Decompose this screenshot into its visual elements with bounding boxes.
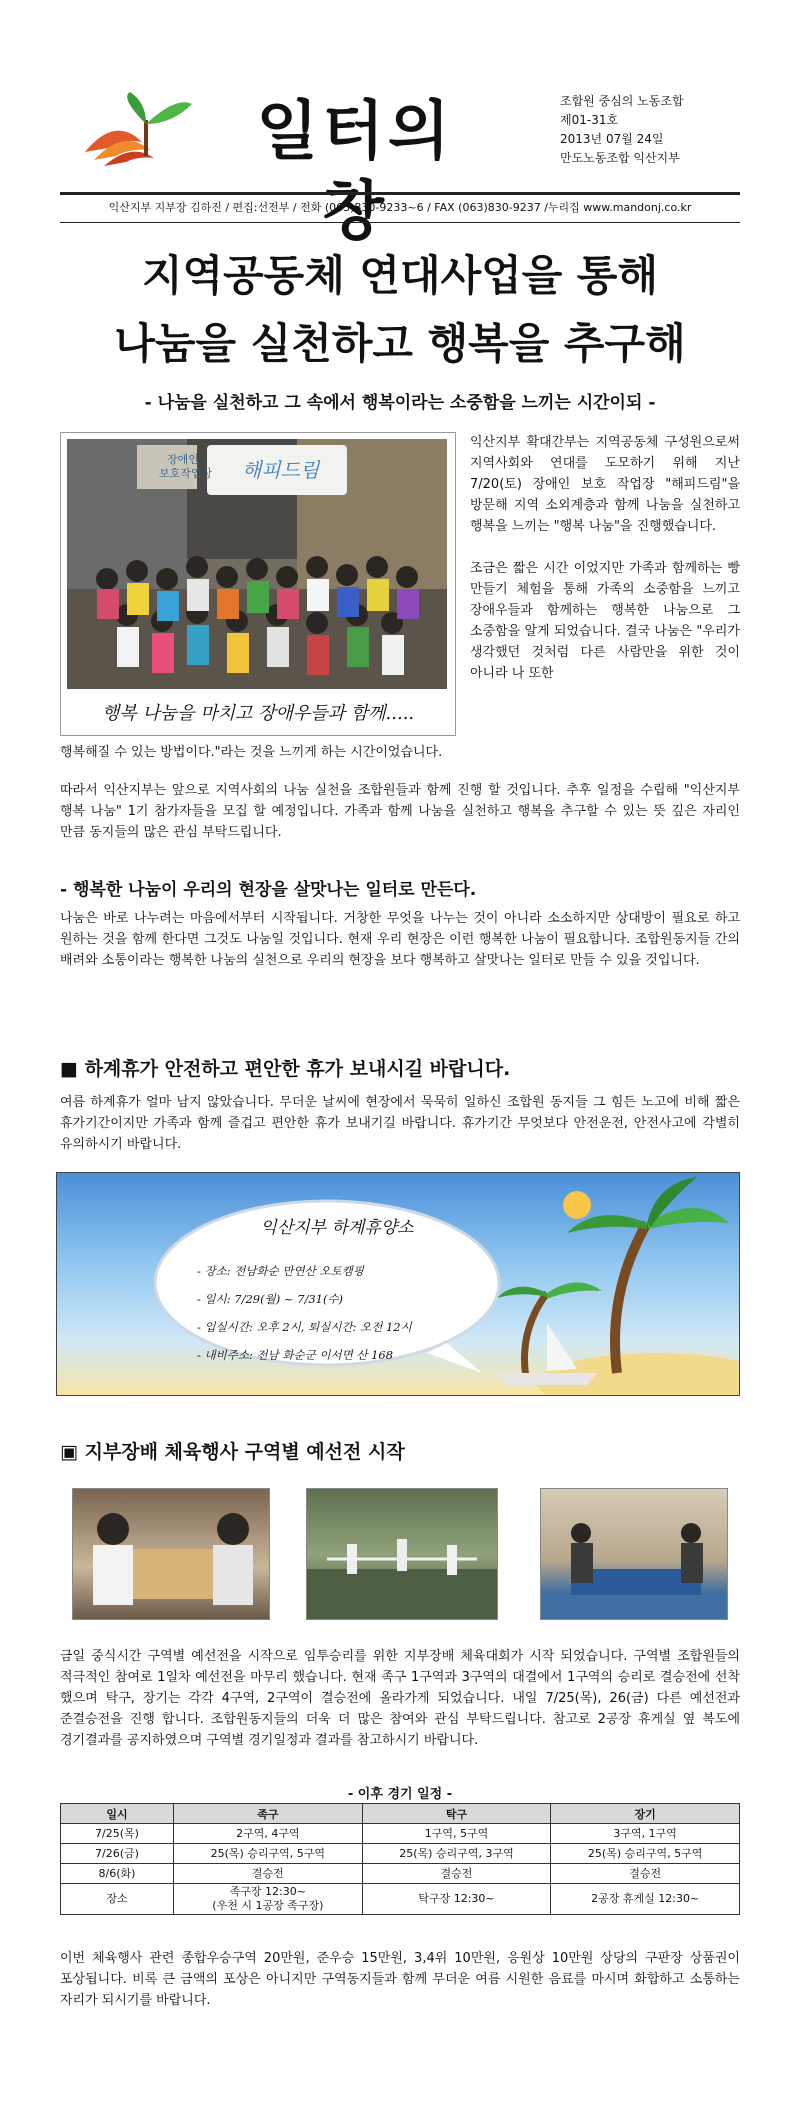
resort-title: 익산지부 하계휴양소 [260, 1218, 414, 1238]
table-cell: 8/6(화) [61, 1864, 174, 1884]
table-cell: 결승전 [174, 1864, 363, 1884]
sign-workshop: 보호작업장 [159, 467, 213, 480]
header-table-tennis: 탁구 [362, 1804, 551, 1824]
header-janggi: 장기 [551, 1804, 740, 1824]
table-cell: 장소 [61, 1884, 174, 1915]
newspaper-title: 일터의 창 [256, 95, 454, 249]
table-cell: 결승전 [551, 1864, 740, 1884]
resort-location: - 장소: 전남화순 만연산 오토캠핑 [197, 1264, 364, 1278]
table-row [61, 1884, 740, 1915]
prize-paragraph: 이번 체육행사 관련 종합우승구역 20만원, 준우승 15만원, 3,4위 10만원, 응원상 10만원 상당의 구판장 상품권이 포상됩니다. 비록 큰 금액의 포상은 아니지만 구역동지들과 함께 무더운 여름 시원한 음료를 마시며 화합하고 소통하는 자리가 되시기를 바랍니다. [60, 1951, 740, 2008]
vacation-resort-banner [56, 1172, 740, 1396]
intro-continuation: 행복해질 수 있는 방법이다."라는 것을 느끼게 하는 시간이었습니다. [60, 745, 443, 760]
resort-checkin: - 입실시간: 오후 2시, 퇴실시간: 오전 12시 [197, 1320, 412, 1334]
vacation-paragraph: 여름 하계휴가 얼마 남지 않았습니다. 무더운 날씨에 현장에서 묵묵히 일하신 조합원 동지들 그 힘든 노고에 비해 짧은 휴가기간이지만 가족과 함께 즐겁고 편안한 휴가 보내기길 바랍니다. 휴가기간 무엇보다 안전운전, 안전사고에 각별히 유의하시기 바랍니다. [60, 1095, 740, 1152]
photo-caption: 행복 나눔을 마치고 장애우들과 함께..... [101, 703, 415, 724]
janggi-illustration [73, 1489, 269, 1619]
issue-slogan: 조합원 중심의 노동조합 [560, 94, 684, 108]
resort-address: - 내비주소: 전남 화순군 이서면 산 168 [197, 1348, 394, 1362]
table-row [61, 1824, 740, 1844]
intro-paragraph-2: 조금은 짧은 시간 이었지만 가족과 함께하는 빵 만들기 체험을 통해 가족의 소중함을 느끼고 장애우들과 함께하는 행복한 나눔으로 그 소중함을 알게 되었습니다. 결국 나눔은 "우리가 생각했던 것처럼 다른 사람만을 위한 것이 아니라 나 또한 [470, 561, 740, 681]
header-date: 일시 [61, 1804, 174, 1824]
group-photo-frame [60, 432, 456, 736]
issue-info [560, 92, 760, 168]
jokgu-match-photo [306, 1488, 498, 1620]
table-row [61, 1844, 740, 1864]
table-cell: 결승전 [362, 1864, 551, 1884]
table-cell: 25(목) 승리구역, 5구역 [551, 1844, 740, 1864]
issue-publisher: 만도노동조합 익산지부 [560, 151, 680, 165]
group-photo [67, 439, 447, 689]
sign-disabled: 장애인 [167, 453, 199, 466]
sign-happy-dream: 해피드림 [242, 458, 320, 482]
contact-rule [60, 222, 740, 223]
janggi-match-photo [72, 1488, 270, 1620]
header-jokgu: 족구 [174, 1804, 363, 1824]
subheadline: - 나눔을 실천하고 그 속에서 행복이라는 소중함을 느끼는 시간이되 - [144, 393, 656, 413]
intro-paragraph-1: 익산지부 확대간부는 지역공동체 구성원으로써 지역사회와 연대를 도모하기 위해 지난 7/20(토) 장애인 보호 작업장 "해피드림"을 방문해 지역 소외계층과 함께 나눔을 실천하고 행복을 느끼는 "행복 나눔"을 진행했습니다. [470, 435, 740, 534]
match-schedule-table [60, 1803, 740, 1915]
contact-line: 익산지부 지부장 김하진 / 편집:선전부 / 전화 (063)830-9233~6 / FAX (063)830-9237 /누리집 www.mandonj.co.kr [108, 201, 692, 214]
table-cell: 1구역, 5구역 [362, 1824, 551, 1844]
sharing-section-heading: - 행복한 나눔이 우리의 현장을 살맛나는 일터로 만든다. [60, 880, 477, 900]
table-cell: 25(목) 승리구역, 3구역 [362, 1844, 551, 1864]
schedule-title: - 이후 경기 일정 - [347, 1787, 453, 1802]
resort-dates: - 일시: 7/29(월) ~ 7/31(수) [197, 1292, 344, 1306]
sports-event-paragraph: 금일 중식시간 구역별 예선전을 시작으로 임투승리를 위한 지부장배 체육대회가 시작 되었습니다. 구역별 조합원들의 적극적인 참여로 1일차 예선전을 마무리 했습니다. 현재 족구 1구역과 3구역의 대결에서 1구역의 승리로 결승전에 선착 했으며 탁구, 장기는 각각 4구역, 2구역이 결승전에 올라가게 되었습니다. 내일 7/25(목), 26(금) 다른 예선전과 준결승전을 진행 합니다. 조합원동지들의 더욱 더 많은 참여와 관심 부탁드립니다. 참고로 2공장 휴게실 옆 복도에 경기결과를 공지하였으며 구역별 경기일정과 결과를 참고하시기 바랍니다. [60, 1649, 740, 1748]
table-header-row [61, 1804, 740, 1824]
masthead-rule [60, 192, 740, 195]
headline-line-2: 나눔을 실천하고 행복을 추구해 [114, 319, 686, 368]
union-logo [80, 90, 210, 170]
sharing-plan-paragraph: 따라서 익산지부는 앞으로 지역사회의 나눔 실천을 조합원들과 함께 진행 할 것입니다. 추후 일정을 수립해 "익산지부 행복 나눔" 1기 참가자들을 모집 할 예정입니다. 가족과 함께 나눔을 실천하고 행복을 추구할 수 있는 뜻 깊은 자리인 만큼 동지들의 많은 관심 부탁드립니다. [60, 783, 740, 840]
table-cell: 7/26(금) [61, 1844, 174, 1864]
group-photo-illustration [67, 439, 447, 689]
table-tennis-photo [540, 1488, 728, 1620]
issue-number: 제01-31호 [560, 113, 619, 127]
table-cell: 2공장 휴게실 12:30~ [551, 1884, 740, 1915]
article-intro [470, 432, 740, 684]
table-row [61, 1864, 740, 1884]
table-cell: 2구역, 4구역 [174, 1824, 363, 1844]
sharing-section-paragraph: 나눔은 바로 나누려는 마음에서부터 시작됩니다. 거창한 무엇을 나누는 것이 아니라 소소하지만 상대방이 필요로 하고 원하는 것을 함께 한다면 그것도 나눔일 것입니다. 현재 우리 현장은 이런 행복한 나눔이 필요합니다. 조합원동지들 간의 배려와 소통이라는 행복한 나눔의 실천으로 우리의 현장을 보다 행복하고 살맛나는 일터로 만들 수 있을 것입니다. [60, 911, 740, 968]
table-cell: 7/25(목) [61, 1824, 174, 1844]
table-cell: 3구역, 1구역 [551, 1824, 740, 1844]
table-cell: 탁구장 12:30~ [362, 1884, 551, 1915]
table-tennis-illustration [541, 1489, 727, 1619]
sports-event-heading: ▣ 지부장배 체육행사 구역별 예선전 시작 [60, 1441, 405, 1463]
table-cell: 족구장 12:30~ (우천 시 1공장 족구장) [174, 1884, 363, 1915]
headline-line-1: 지역공동체 연대사업을 통해 [141, 251, 659, 300]
jokgu-illustration [307, 1489, 497, 1619]
table-cell: 25(목) 승리구역, 5구역 [174, 1844, 363, 1864]
issue-date: 2013년 07월 24일 [560, 132, 664, 146]
vacation-heading: ■ 하계휴가 안전하고 편안한 휴가 보내시길 바랍니다. [60, 1058, 511, 1080]
